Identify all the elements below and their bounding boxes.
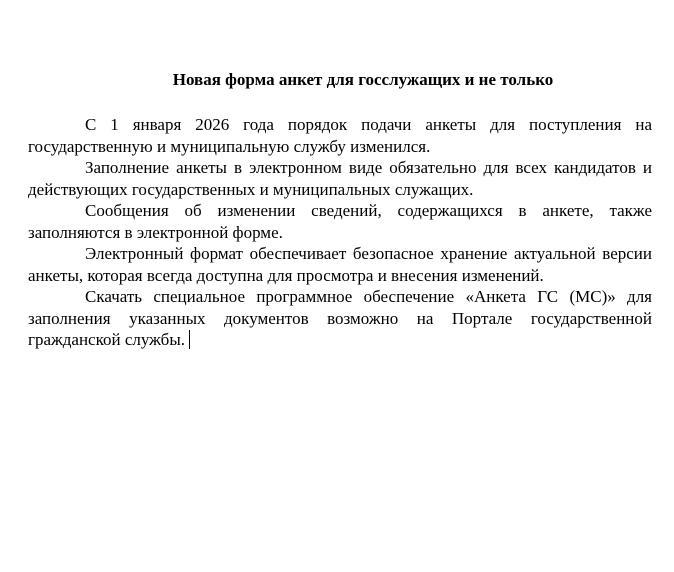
- paragraph: Заполнение анкеты в электронном виде обязательно для всех кандидатов и действующих государственных и муниципальных служащих.: [28, 158, 652, 199]
- paragraph-text: Скачать специальное программное обеспечение «Анкета ГС (МС)» для заполнения указанных документов возможно на Портале государственной гражданской службы.: [28, 287, 652, 349]
- paragraph: Электронный формат обеспечивает безопасное хранение актуальной версии анкеты, которая всегда доступна для просмотра и внесения изменений.: [28, 244, 652, 285]
- paragraph-last: [28, 286, 652, 351]
- paragraph: С 1 января 2026 года порядок подачи анкеты для поступления на государственную и муниципальную службу изменился.: [28, 115, 652, 156]
- document-title: Новая форма анкет для госслужащих и не только: [172, 70, 554, 89]
- text-cursor: [189, 330, 190, 349]
- document-body[interactable]: [28, 114, 652, 351]
- paragraph: Сообщения об изменении сведений, содержащихся в анкете, также заполняются в электронной форме.: [28, 201, 652, 242]
